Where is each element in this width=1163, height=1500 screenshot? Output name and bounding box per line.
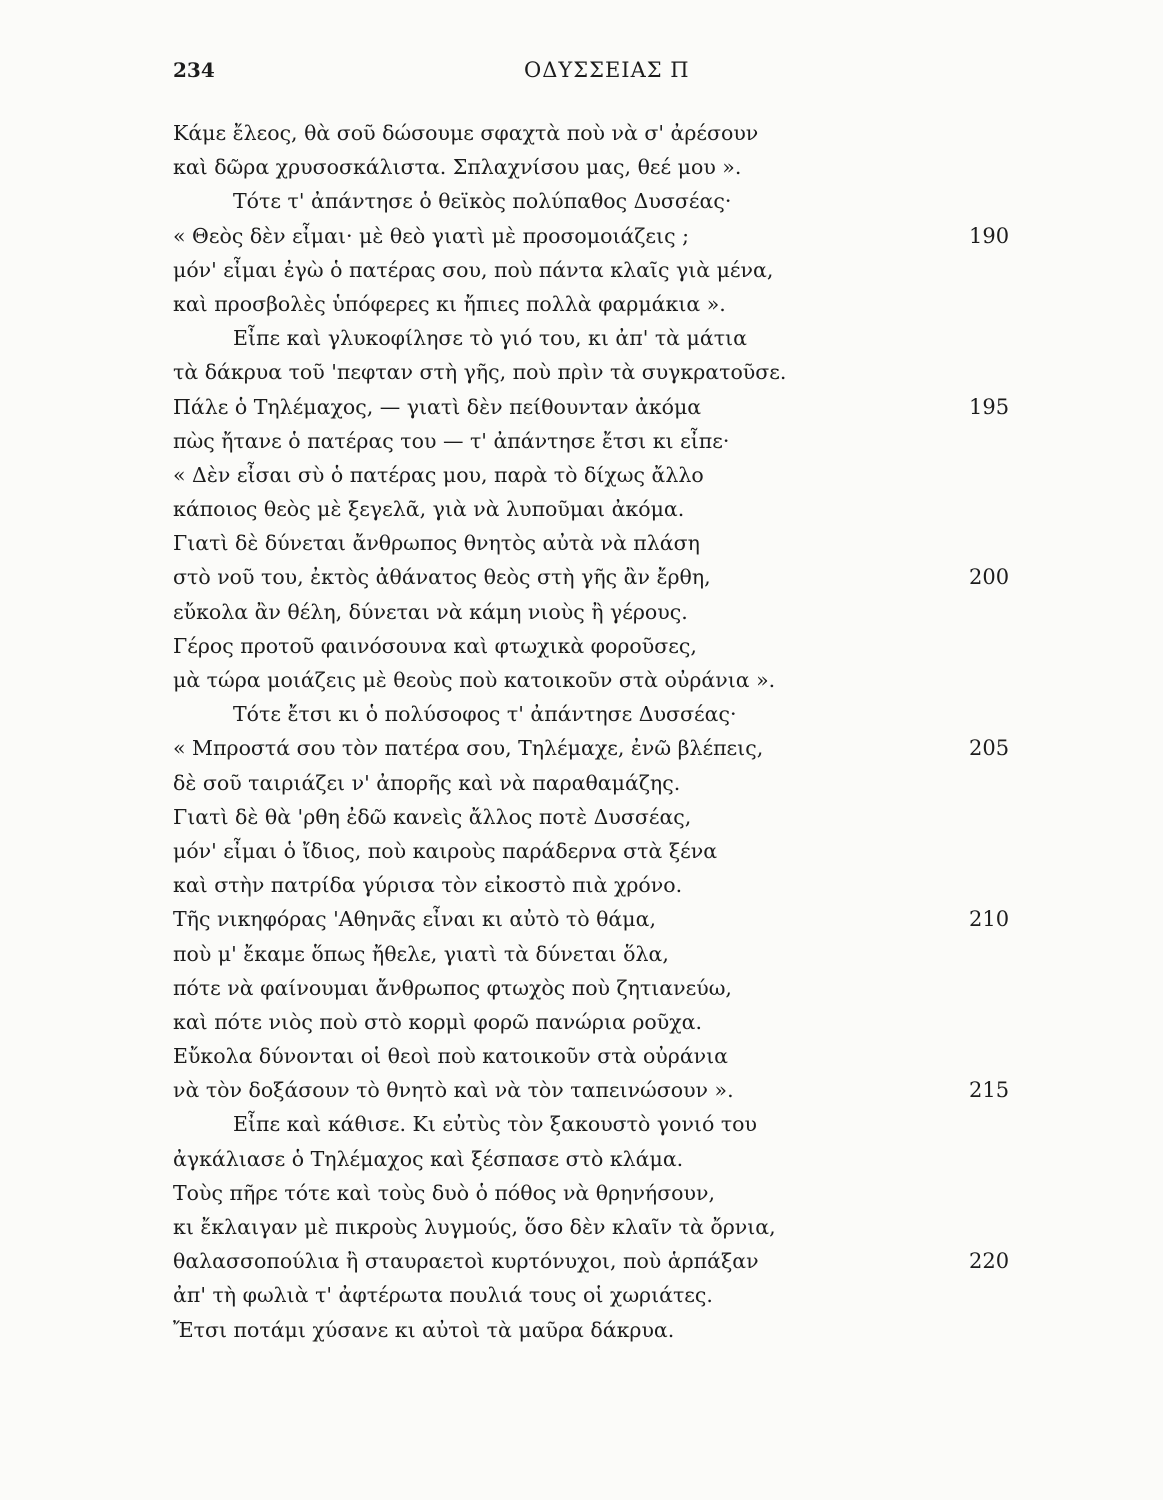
verse-line — [0, 351, 1163, 385]
verse-text: κάποιος θεὸς μὲ ξεγελᾶ, γιὰ νὰ λυποῦμαι ἀκόμα. — [173, 497, 685, 522]
line-number: 215 — [969, 1078, 1010, 1103]
page-number: 234 — [173, 58, 215, 82]
line-number: 200 — [969, 565, 1010, 590]
verse-text: Γιατὶ δὲ θὰ 'ρθη ἐδῶ κανεὶς ἄλλος ποτὲ Δυσσέας, — [173, 804, 692, 829]
verse-line — [0, 659, 1163, 693]
line-number: 205 — [969, 736, 1010, 761]
verse-line — [0, 1035, 1163, 1069]
verse-line — [0, 283, 1163, 317]
verse-line — [0, 1240, 1163, 1274]
verse-text: Τοὺς πῆρε τότε καὶ τοὺς δυὸ ὁ πόθος νὰ θρηνήσουν, — [173, 1180, 715, 1205]
verse-line — [0, 1138, 1163, 1172]
verse-text: δὲ σοῦ ταιριάζει ν' ἀπορῆς καὶ νὰ παραθαμάζης. — [173, 770, 681, 795]
verse-line — [0, 317, 1163, 351]
verse-text: μὰ τώρα μοιάζεις μὲ θεοὺς ποὺ κατοικοῦν στὰ οὐράνια ». — [173, 668, 776, 692]
verse-text: μόν' εἶμαι ἐγὼ ὁ πατέρας σου, ποὺ πάντα κλαῖς γιὰ μένα, — [173, 257, 774, 282]
verse-text: στὸ νοῦ του, ἐκτὸς ἀθάνατος θεὸς στὴ γῆς ἂν ἔρθη, — [173, 565, 711, 590]
verse-text: Τότε τ' ἀπάντησε ὁ θεϊκὸς πολύπαθος Δυσσέας· — [233, 189, 732, 214]
verse-line — [0, 933, 1163, 967]
verse-text: εὔκολα ἂν θέλη, δύνεται νὰ κάμη νιοὺς ἢ γέρους. — [173, 599, 688, 624]
verse-line — [0, 830, 1163, 864]
verse-line — [0, 420, 1163, 454]
verse-line — [0, 1001, 1163, 1035]
verse-line — [0, 1103, 1163, 1137]
verse-line — [0, 693, 1163, 727]
verse-text: καὶ δῶρα χρυσοσκάλιστα. Σπλαχνίσου μας, θεέ μου ». — [173, 155, 742, 180]
verse-text: « Μπροστά σου τὸν πατέρα σου, Τηλέμαχε, ἐνῶ βλέπεις, — [173, 736, 764, 761]
verse-line — [0, 727, 1163, 761]
verse-line — [0, 146, 1163, 180]
page-header — [0, 0, 1163, 100]
verse-line — [0, 591, 1163, 625]
verse-line — [0, 796, 1163, 830]
poem-text — [0, 112, 1163, 1343]
verse-line — [0, 556, 1163, 590]
verse-text: καὶ πότε νιὸς ποὺ στὸ κορμὶ φορῶ πανώρια ροῦχα. — [173, 1009, 702, 1034]
verse-text: ποὺ μ' ἔκαμε ὅπως ἤθελε, γιατὶ τὰ δύνεται ὅλα, — [173, 941, 669, 966]
verse-line — [0, 1206, 1163, 1240]
verse-text: Γιατὶ δὲ δύνεται ἄνθρωπος θνητὸς αὐτὰ νὰ πλάση — [173, 531, 700, 556]
verse-line — [0, 762, 1163, 796]
verse-text: ἀπ' τὴ φωλιὰ τ' ἀφτέρωτα πουλιά τους οἱ χωριάτες. — [173, 1283, 713, 1308]
verse-text: κι ἔκλαιγαν μὲ πικροὺς λυγμούς, ὅσο δὲν κλαῖν τὰ ὄρνια, — [173, 1215, 776, 1239]
verse-line — [0, 1309, 1163, 1343]
verse-text: νὰ τὸν δοξάσουν τὸ θνητὸ καὶ νὰ τὸν ταπεινώσουν ». — [173, 1078, 734, 1103]
verse-text: ἀγκάλιασε ὁ Τηλέμαχος καὶ ξέσπασε στὸ κλάμα. — [173, 1146, 684, 1171]
verse-line — [0, 522, 1163, 556]
verse-text: Εὔκολα δύνονται οἱ θεοὶ ποὺ κατοικοῦν στὰ οὐράνια — [173, 1044, 729, 1069]
verse-line — [0, 454, 1163, 488]
verse-line — [0, 249, 1163, 283]
verse-text: Κάμε ἔλεος, θὰ σοῦ δώσουμε σφαχτὰ ποὺ νὰ σ' ἀρέσουν — [173, 121, 759, 145]
verse-line — [0, 112, 1163, 146]
verse-text: Εἶπε καὶ γλυκοφίλησε τὸ γιό του, κι ἀπ' τὰ μάτια — [233, 326, 747, 351]
verse-text: μόν' εἶμαι ὁ ἴδιος, ποὺ καιροὺς παράδερνα στὰ ξένα — [173, 838, 718, 863]
verse-text: Ἔτσι ποτάμι χύσανε κι αὐτοὶ τὰ μαῦρα δάκρυα. — [173, 1317, 675, 1342]
verse-line — [0, 1274, 1163, 1308]
verse-text: τὰ δάκρυα τοῦ 'πεφταν στὴ γῆς, ποὺ πρὶν τὰ συγκρατοῦσε. — [173, 360, 787, 385]
verse-text: Πάλε ὁ Τηλέμαχος, — γιατὶ δὲν πείθουνταν ἀκόμα — [173, 394, 702, 419]
line-number: 190 — [969, 223, 1010, 248]
verse-text: « Δὲν εἶσαι σὺ ὁ πατέρας μου, παρὰ τὸ δίχως ἄλλο — [173, 462, 704, 487]
verse-line — [0, 180, 1163, 214]
verse-text: Τῆς νικηφόρας 'Αθηνᾶς εἶναι κι αὐτὸ τὸ θάμα, — [173, 907, 656, 932]
verse-line — [0, 864, 1163, 898]
line-number: 195 — [969, 394, 1010, 419]
verse-line — [0, 898, 1163, 932]
line-number: 210 — [969, 907, 1010, 932]
verse-line — [0, 967, 1163, 1001]
verse-line — [0, 386, 1163, 420]
verse-line — [0, 215, 1163, 249]
verse-text: Εἶπε καὶ κάθισε. Κι εὐτὺς τὸν ξακουστὸ γονιό του — [233, 1112, 757, 1137]
verse-text: πὼς ἤτανε ὁ πατέρας του — τ' ἀπάντησε ἔτσι κι εἶπε· — [173, 428, 730, 453]
verse-line — [0, 1069, 1163, 1103]
verse-text: πότε νὰ φαίνουμαι ἄνθρωπος φτωχὸς ποὺ ζητιανεύω, — [173, 975, 732, 1000]
verse-text: Γέρος προτοῦ φαινόσουνα καὶ φτωχικὰ φοροῦσες, — [173, 633, 697, 658]
verse-text: θαλασσοπούλια ἢ σταυραετοὶ κυρτόνυχοι, ποὺ ἁρπάξαν — [173, 1249, 759, 1274]
running-title: ΟΔΥΣΣΕΙΑΣ Π — [524, 58, 690, 82]
verse-text: Τότε ἔτσι κι ὁ πολύσοφος τ' ἀπάντησε Δυσσέας· — [233, 702, 737, 727]
verse-text: « Θεὸς δὲν εἶμαι· μὲ θεὸ γιατὶ μὲ προσομοιάζεις ; — [173, 223, 689, 248]
verse-line — [0, 488, 1163, 522]
verse-line — [0, 1172, 1163, 1206]
verse-line — [0, 625, 1163, 659]
verse-text: καὶ στὴν πατρίδα γύρισα τὸν εἰκοστὸ πιὰ χρόνο. — [173, 873, 683, 898]
line-number: 220 — [969, 1249, 1010, 1274]
verse-text: καὶ προσβολὲς ὑπόφερες κι ἤπιες πολλὰ φαρμάκια ». — [173, 291, 726, 316]
